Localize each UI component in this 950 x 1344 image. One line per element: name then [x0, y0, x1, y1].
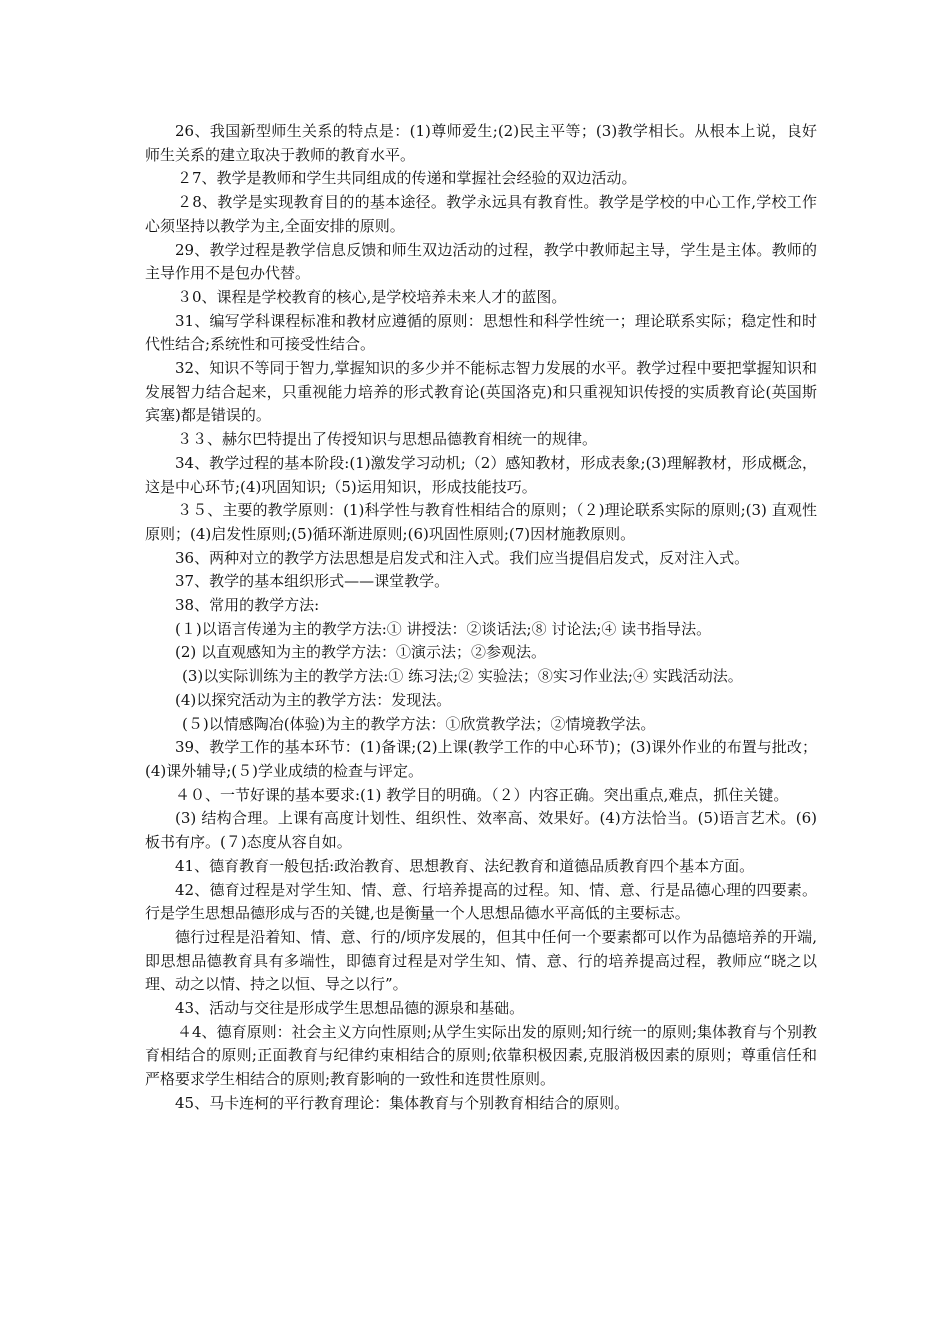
- paragraph-32: 32、知识不等同于智力,掌握知识的多少并不能标志智力发展的水平。教学过程中要把掌握知识和发展智力结合起来，只重视能力培养的形式教育论(英国洛克)和只重视知识传授的实质教育论(英国斯宾塞)都是错误的。: [145, 359, 817, 425]
- paragraph-43: 43、活动与交往是形成学生思想品德的源泉和基础。: [175, 999, 525, 1018]
- paragraph-38-item-4: (4)以探究活动为主的教学方法：发现法。: [175, 690, 452, 709]
- paragraph-40-continued: (3) 结构合理。上课有高度计划性、组织性、效率高、效果好。(4)方法恰当。(5)语言艺术。(6)板书有序。(７)态度从容自如。: [145, 809, 817, 852]
- paragraph-36: 36、两种对立的教学方法思想是启发式和注入式。我们应当提倡启发式，反对注入式。: [175, 548, 750, 567]
- paragraph-38: 38、常用的教学方法:: [175, 596, 320, 615]
- paragraph-26: 26、我国新型师生关系的特点是：(1)尊师爱生;(2)民主平等；(3)教学相长。从根本上说，良好师生关系的建立取决于教师的教育水平。: [145, 122, 817, 164]
- paragraph-39: 39、教学工作的基本环节：(1)备课;(2)上课(教学工作的中心环节)；(3)课外作业的布置与批改；(4)课外辅导;(５)学业成绩的检查与评定。: [145, 738, 817, 780]
- paragraph-33: ３３、赫尔巴特提出了传授知识与思想品德教育相统一的规律。: [177, 430, 598, 449]
- paragraph-27: ２7、教学是教师和学生共同组成的传递和掌握社会经验的双边活动。: [177, 169, 637, 188]
- paragraph-34: 34、教学过程的基本阶段:(1)激发学习动机;（2）感知教材，形成表象;(3)理解教材，形成概念，这是中心环节;(4)巩固知识;（5)运用知识，形成技能技巧。: [145, 453, 817, 496]
- paragraph-29: 29、教学过程是教学信息反馈和师生双边活动的过程，教学中教师起主导，学生是主体。教师的主导作用不是包办代替。: [145, 240, 817, 283]
- paragraph-30: ３0、课程是学校教育的核心,是学校培养未来人才的蓝图。: [177, 287, 567, 306]
- document-body: [145, 120, 817, 1116]
- paragraph-38-item-2: (2) 以直观感知为主的教学方法：①演示法；②参观法。: [175, 643, 547, 662]
- paragraph-38-item-3: (3)以实际训练为主的教学方法:① 练习法;② 实验法；⑧实习作业法;④ 实践活动法。: [182, 667, 743, 686]
- paragraph-42-continued: 德行过程是沿着知、情、意、行的/顷序发展的，但其中任何一个要素都可以作为品德培养的开端,即思想品德教育具有多端性，即德育过程是对学生知、情、意、行的培养提高过程，教师应“晓之以理、动之以情、持之以恒、导之以行”。: [145, 927, 817, 994]
- paragraph-28: ２8、教学是实现教育目的的基本途径。教学永远具有教育性。教学是学校的中心工作,学校工作心须坚持以教学为主,全面安排的原则。: [145, 193, 817, 235]
- paragraph-41: 41、德育教育一般包括:政治教育、思想教育、法纪教育和道德品质教育四个基本方面。: [175, 856, 755, 875]
- paragraph-45: 45、马卡连柯的平行教育理论：集体教育与个别教育相结合的原则。: [175, 1093, 630, 1112]
- paragraph-38-item-1: (１)以语言传递为主的教学方法:① 讲授法：②谈话法;⑧ 讨论法;④ 读书指导法。: [175, 619, 712, 638]
- paragraph-38-item-5: (５)以情感陶冶(体验)为主的教学方法：①欣赏教学法；②情境教学法。: [182, 714, 656, 733]
- paragraph-31: 31、编写学科课程标准和教材应遵循的原则：思想性和科学性统一；理论联系实际；稳定性和时代性结合;系统性和可接受性结合。: [145, 311, 817, 354]
- paragraph-42: 42、德育过程是对学生知、情、意、行培养提高的过程。知、情、意、行是品德心理的四要素。行是学生思想品德形成与否的关键,也是衡量一个人思想品德水平高低的主要标志。: [145, 880, 817, 923]
- paragraph-44: ４4、德育原则：社会主义方向性原则;从学生实际出发的原则;知行统一的原则;集体教育与个别教育相结合的原则;正面教育与纪律约束相结合的原则;依靠积极因素,克服消极因素的原则；尊重信任和严格要求学生相结合的原则;教育影响的一致性和连贯性原则。: [145, 1022, 817, 1089]
- paragraph-40: ４０、一节好课的基本要求:(1) 教学目的明确。（２）内容正确。突出重点,难点，抓住关键。: [175, 785, 789, 804]
- paragraph-37: 37、教学的基本组织形式——课堂教学。: [175, 572, 450, 591]
- paragraph-35: ３５、主要的教学原则：(1)科学性与教育性相结合的原则；（２)理论联系实际的原则;(3) 直观性原则；(4)启发性原则;(5)循环渐进原则;(6)巩固性原则;(7)因材施教原则。: [145, 501, 817, 543]
